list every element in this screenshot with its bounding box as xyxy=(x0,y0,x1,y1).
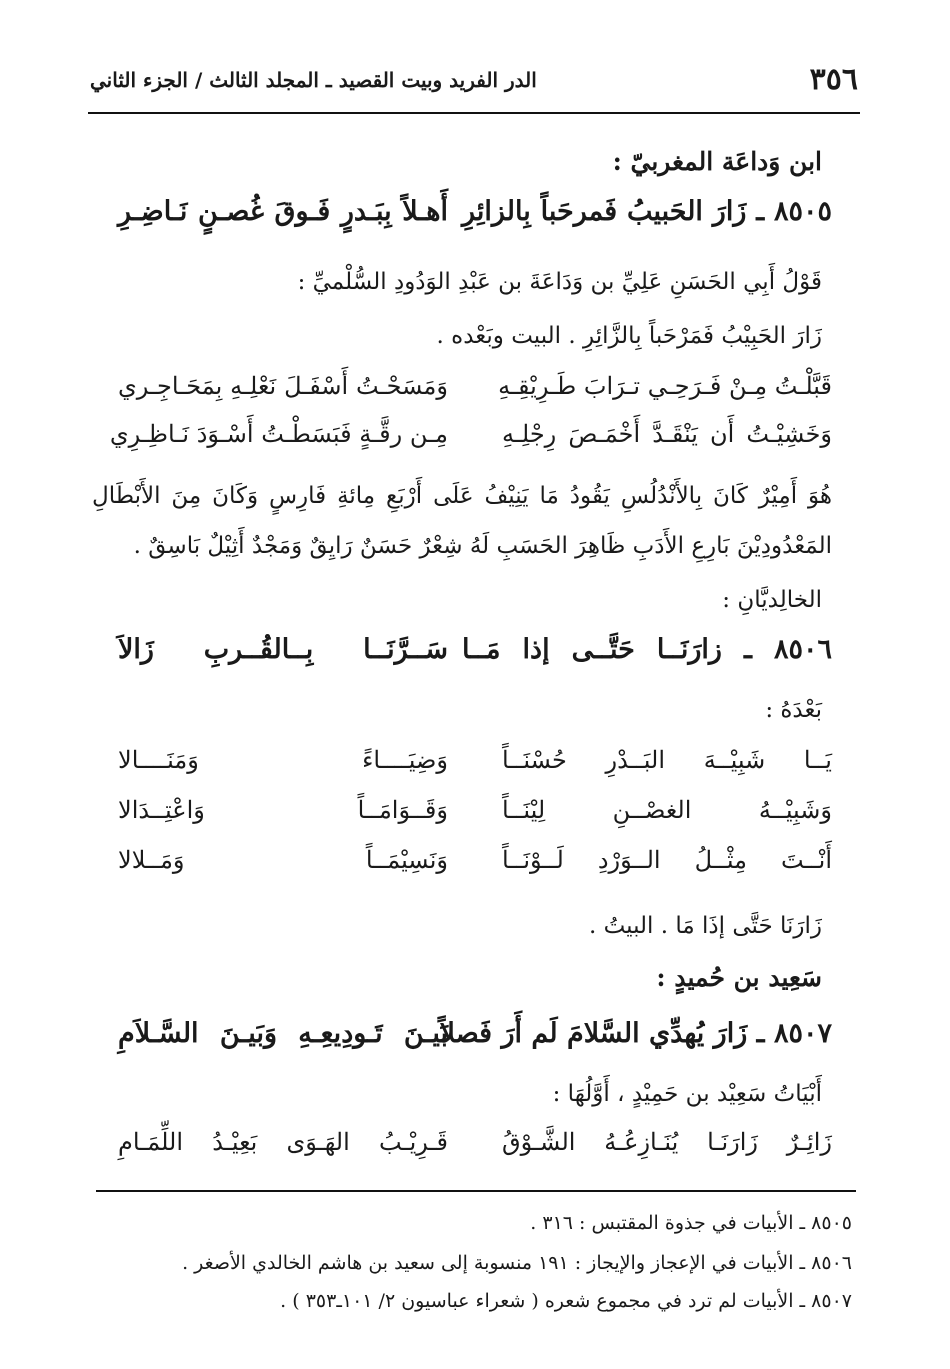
poet-heading: سَعِيد بن حُميدٍ : xyxy=(656,963,822,992)
attribution-line: قَوْلُ أَبِي الحَسَنِ عَلِيِّ بن وَدَاعَةَ بن عَبْدِ الوَدُودِ السُّلْميِّ : xyxy=(297,269,822,295)
poet-heading: الخالِديَّانِ : xyxy=(722,587,822,613)
bio-line: المَعْدُودِيْنَ بَارِعِ الأَدَبِ ظَاهِرَ الحَسَبِ لَهُ شِعْرٌ حَسَنٌ رَايِقٌ وَمَجْدٌ أَثِيْلٌ بَاسِقٌ . xyxy=(133,533,832,559)
couplet xyxy=(109,420,832,460)
footnote: ٨٥٠٥ ـ الأبيات في جذوة المقتبس : ٣١٦ . xyxy=(530,1212,852,1234)
verse-text: زارَنَــا حَتَّــى إذا مَــا xyxy=(462,634,722,665)
verse-second-hemistich: سَــرَّنَــا بِــالقُــربِ زَالاَ xyxy=(118,634,448,665)
verse-first-hemistich xyxy=(462,196,832,227)
verse-text: زَارَ يُهدِّي السَّلامَ لَم أَرَ فَصلاً xyxy=(439,1018,748,1049)
couplet xyxy=(118,1128,832,1168)
verse-8505 xyxy=(118,196,832,236)
verse-text: زَارَ الحَبيبُ فَمرحَباً بِالزائِرِ xyxy=(462,196,747,227)
couplet-first-hemistich: قَبَّلْـتُ مِـنْ فَـرَحِـي تـرَابَ طَـرِيْقِـهِ xyxy=(498,372,832,400)
couplet-first-hemistich: زَائِـرٌ زَارَنَـا يُنَـازِعُـهُ الشَّـوْقُ xyxy=(502,1128,832,1156)
quote-line: زَارَ الحَبِيْبُ فَمَرْحَباً بِالزَّائِرِ . البيت وبَعْده . xyxy=(436,323,822,349)
couplet xyxy=(118,372,832,412)
couplet-second-hemistich: وَمَسَحْـتُ أَسْفَـلَ نَعْلِـهِ بِمَحَـاجِـري xyxy=(118,372,448,400)
couplet-first-hemistich: وَشَبِيْــهُ الغصْــنِ لِيْنَــاً xyxy=(502,796,832,824)
verse-8506 xyxy=(118,634,832,674)
footnote: ٨٥٠٧ ـ الأبيات لم ترد في مجموع شعره ( شعراء عباسيون ٢/ ١٠١ـ٣٥٣ ) . xyxy=(280,1290,852,1312)
couplet-second-hemistich: وَضِيَــــاءً وَمَنَــــالا xyxy=(118,746,448,774)
footnote-rule xyxy=(96,1190,856,1192)
couplet-first-hemistich: أَنْــتَ مِثْــلُ الــوَرْدِ لَــوْنَــاً xyxy=(502,846,832,874)
running-header xyxy=(90,62,858,104)
verse-number: ٨٥٠٥ ـ xyxy=(756,196,832,227)
verse-8507 xyxy=(118,1018,832,1058)
poet-heading: ابن وَداعَة المغربيّ : xyxy=(612,147,822,176)
header-rule xyxy=(88,112,860,114)
footnote: ٨٥٠٦ ـ الأبيات في الإعجاز والإيجاز : ١٩١ منسوبة إلى سعيد بن هاشم الخالدي الأصغر . xyxy=(182,1252,852,1274)
after-label: بَعْدَهُ : xyxy=(765,697,822,723)
verse-second-hemistich: بَيـنَ تَـودِيعِـهِ وَبَيـنَ السَّـلاَمِ xyxy=(118,1018,448,1049)
couplet-first-hemistich: يَــا شَبِيْــهَ البَــدْرِ حُسْنَــاً xyxy=(502,746,832,774)
verse-number: ٨٥٠٦ ـ xyxy=(744,634,833,665)
attribution-line: أَبْيَاتُ سَعِيْد بن حَمِيْدٍ ، أَوَّلُهَا : xyxy=(552,1081,822,1107)
verse-number: ٨٥٠٧ ـ xyxy=(756,1018,832,1049)
couplet-first-hemistich: وَخَشِيْـتُ أَن يَنْقَـدَّ أَخْمَـصَ رِجْلِـهِ xyxy=(502,420,832,448)
couplet xyxy=(118,846,832,886)
couplet-second-hemistich: قَـرِيْـبُ الهَـوَى بَعِيْـدُ اللِّمَـامِ xyxy=(118,1128,448,1156)
couplet-second-hemistich: وَنَسِيْمَــاً وَمَــلالا xyxy=(118,846,448,874)
bio-line: هُوَ أَمِيْرٌ كَانَ بِالأَنْدُلُسِ يَقُودُ مَا يَنِيْفُ عَلَى أَرْبَعِ مِائةِ فَارِسٍ وَكَانَ مِنَ الأَبْطَالِ xyxy=(92,483,832,509)
couplet xyxy=(118,796,832,836)
verse-first-hemistich xyxy=(439,1018,832,1049)
quote-line: زَارَنَا حَتَّى إذَا مَا . البيتُ . xyxy=(588,913,822,939)
page-number: ٣٥٦ xyxy=(809,62,858,97)
verse-second-hemistich: أَهـلاً بِبَـدرٍ فَـوقَ غُصـنٍ نَـاضِـرِ xyxy=(118,196,448,227)
couplet xyxy=(118,746,832,786)
verse-first-hemistich xyxy=(462,634,832,665)
running-title: الدر الفريد وبيت القصيد ـ المجلد الثالث / الجزء الثاني xyxy=(90,68,537,92)
couplet-second-hemistich: وَقَــوَامَــاً وَاعْتِــدَالا xyxy=(118,796,448,824)
couplet-second-hemistich: مِـن رقَّـةٍ فَبَسَطْـتُ أَسْـوَدَ نَـاظِـرِي xyxy=(109,420,448,448)
